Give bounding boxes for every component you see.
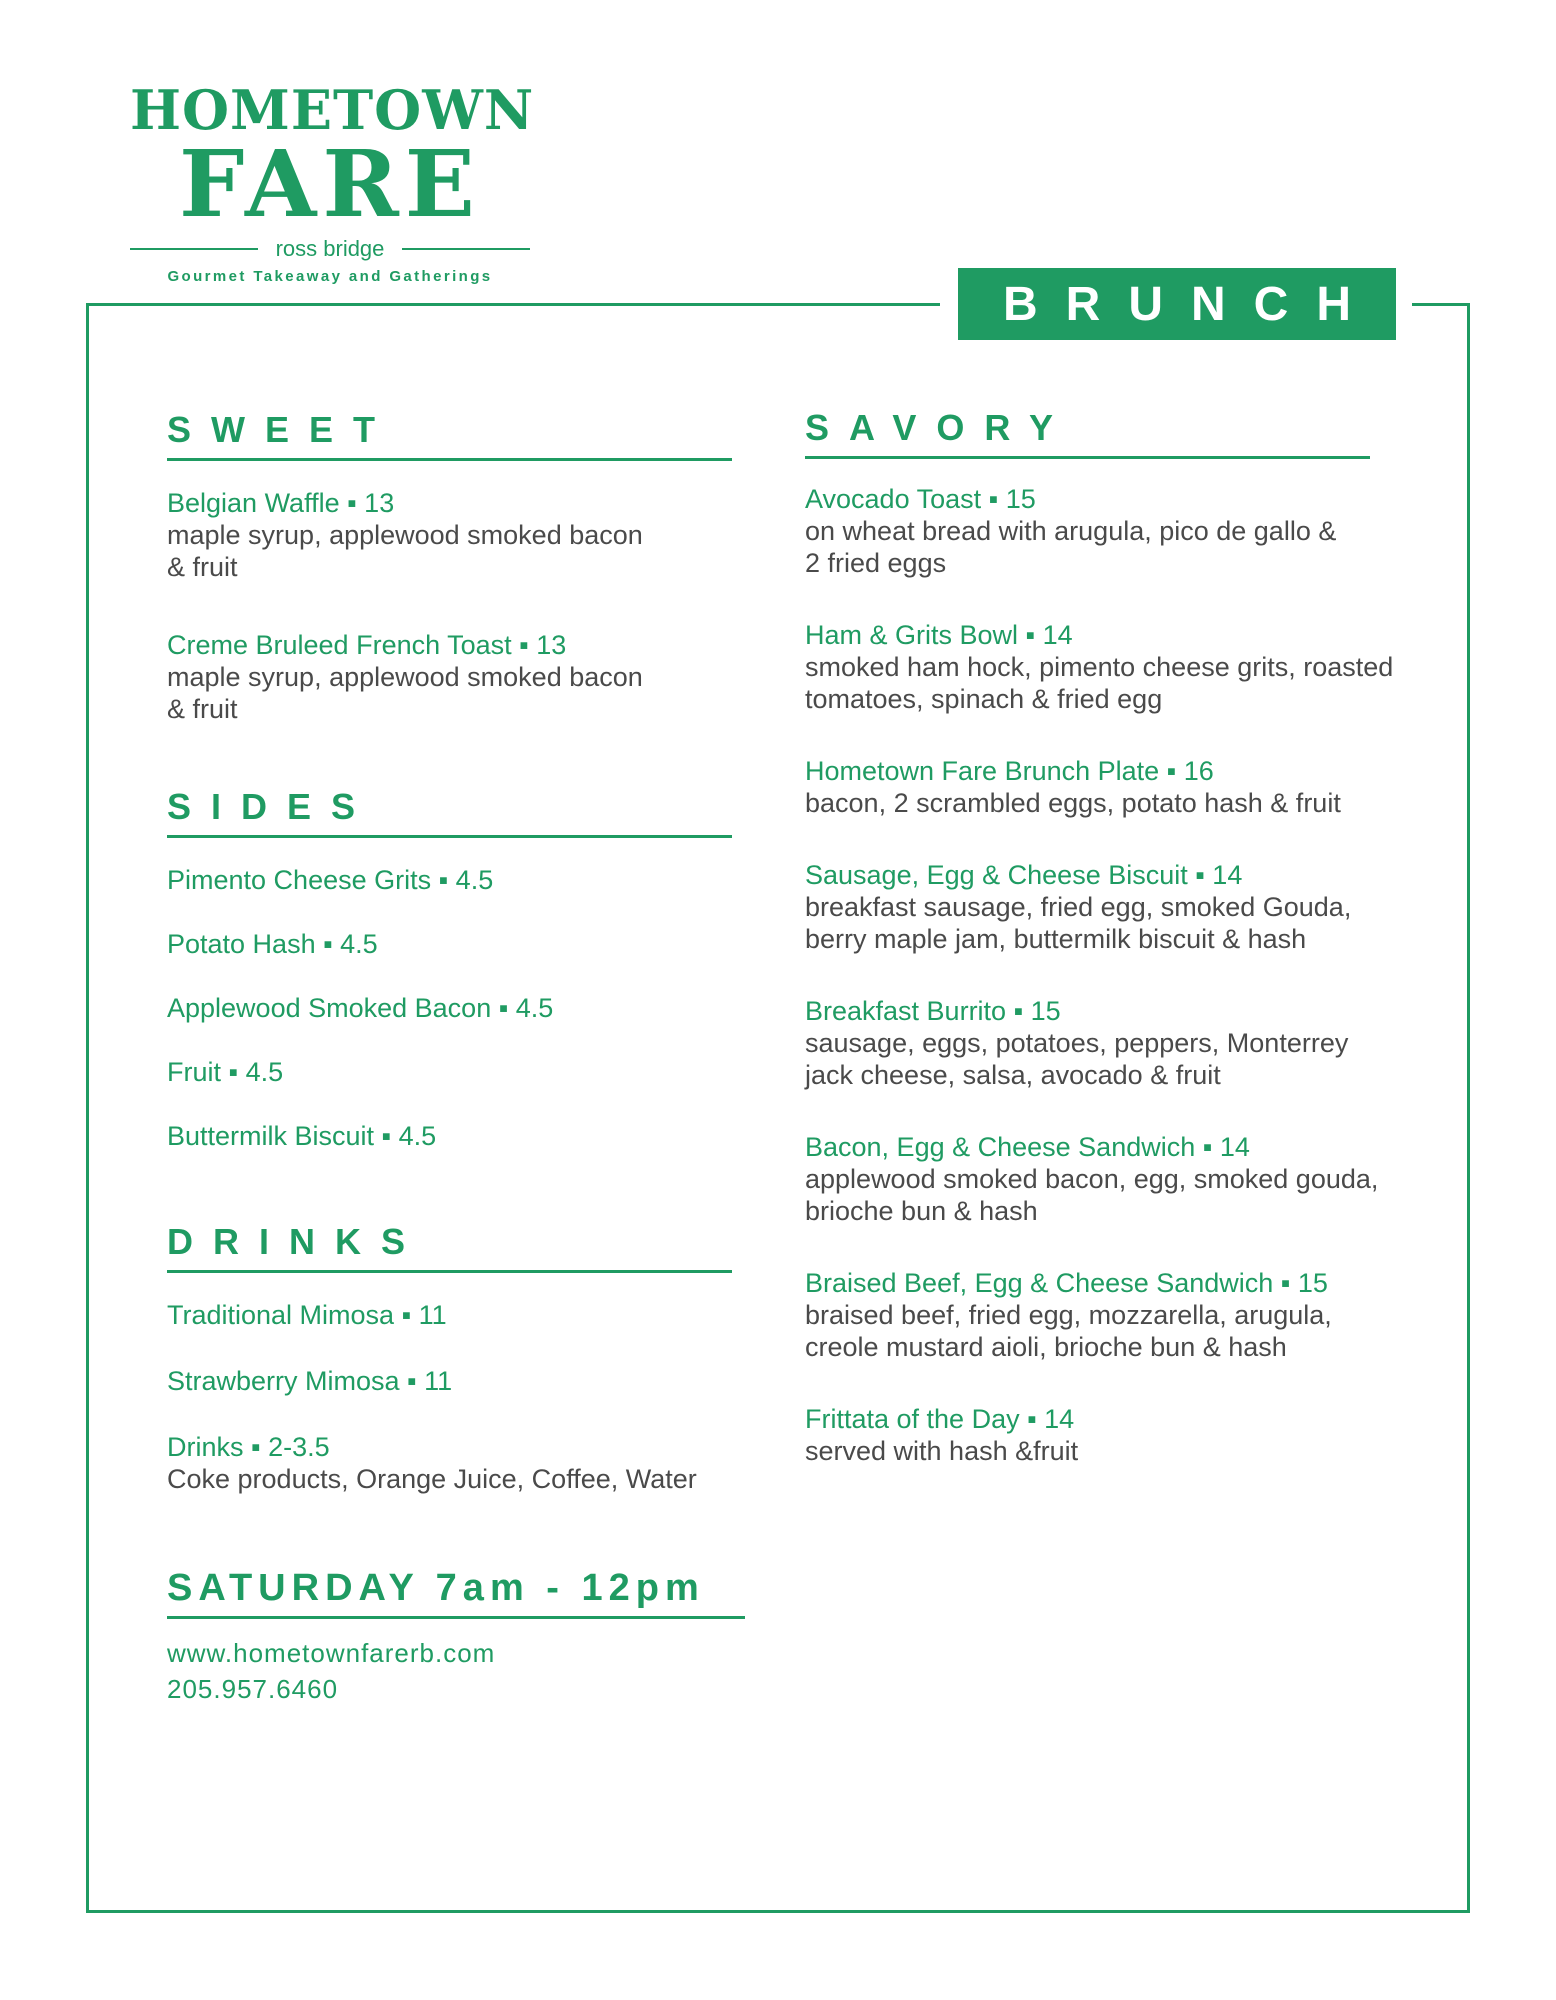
item-title: Belgian Waffle ▪ 13 <box>167 488 395 518</box>
item-description: sausage, eggs, potatoes, peppers, Monterrey <box>805 1028 1349 1058</box>
item-description: breakfast sausage, fried egg, smoked Gouda, <box>805 892 1352 922</box>
logo-rule-left <box>130 248 258 250</box>
item-description: & fruit <box>167 552 238 582</box>
list-item: Strawberry Mimosa ▪ 11 <box>167 1366 453 1396</box>
item-description: maple syrup, applewood smoked bacon <box>167 520 643 550</box>
left-column <box>167 410 732 1707</box>
frame-gap <box>1396 300 1412 308</box>
item-description: tomatoes, spinach & fried egg <box>805 684 1163 714</box>
item-description: served with hash &fruit <box>805 1436 1079 1466</box>
logo-location: ross bridge <box>275 236 385 261</box>
logo-hometown: HOMETOWN <box>130 78 535 142</box>
item-description: applewood smoked bacon, egg, smoked gouda, <box>805 1164 1379 1194</box>
list-item: Applewood Smoked Bacon ▪ 4.5 <box>167 993 554 1023</box>
item-description: jack cheese, salsa, avocado & fruit <box>805 1060 1221 1090</box>
item-description: Coke products, Orange Juice, Coffee, Water <box>167 1464 697 1494</box>
item-title: Ham & Grits Bowl ▪ 14 <box>805 620 1073 650</box>
item-description: on wheat bread with arugula, pico de gallo & <box>805 516 1337 546</box>
item-description: creole mustard aioli, brioche bun & hash <box>805 1332 1287 1362</box>
item-title: Hometown Fare Brunch Plate ▪ 16 <box>805 756 1214 786</box>
item-description: smoked ham hock, pimento cheese grits, roasted <box>805 652 1394 682</box>
phone-number: 205.957.6460 <box>167 1674 339 1704</box>
website-link[interactable]: www.hometownfarerb.com <box>167 1638 496 1668</box>
item-description: bacon, 2 scrambled eggs, potato hash & fruit <box>805 788 1341 818</box>
menu-item <box>805 619 1435 715</box>
menu-item <box>805 755 1435 819</box>
logo-rule-right <box>402 248 530 250</box>
menu-item <box>805 995 1435 1091</box>
frame-gap <box>940 300 958 308</box>
list-item: Fruit ▪ 4.5 <box>167 1057 284 1087</box>
menu-item <box>805 483 1435 579</box>
item-title: Bacon, Egg & Cheese Sandwich ▪ 14 <box>805 1132 1250 1162</box>
list-item: Traditional Mimosa ▪ 11 <box>167 1300 447 1330</box>
right-column <box>805 408 1435 1467</box>
logo <box>130 78 535 285</box>
list-item: Pimento Cheese Grits ▪ 4.5 <box>167 865 494 895</box>
section-heading-sides: SIDES <box>167 787 732 838</box>
list-item: Drinks ▪ 2-3.5 <box>167 1432 330 1462</box>
list-item: Buttermilk Biscuit ▪ 4.5 <box>167 1121 437 1151</box>
menu-item <box>167 487 732 583</box>
item-title: Sausage, Egg & Cheese Biscuit ▪ 14 <box>805 860 1243 890</box>
menu-item <box>805 1403 1435 1467</box>
section-heading-drinks: DRINKS <box>167 1222 732 1273</box>
item-description: brioche bun & hash <box>805 1196 1038 1226</box>
logo-tagline: Gourmet Takeaway and Gatherings <box>167 268 493 285</box>
item-title: Breakfast Burrito ▪ 15 <box>805 996 1061 1026</box>
item-description: maple syrup, applewood smoked bacon <box>167 662 643 692</box>
section-heading-sweet: SWEET <box>167 410 732 461</box>
drinks-list <box>167 1299 732 1495</box>
item-title: Creme Bruleed French Toast ▪ 13 <box>167 630 567 660</box>
menu-item <box>805 1131 1435 1227</box>
item-description: braised beef, fried egg, mozzarella, arugula, <box>805 1300 1332 1330</box>
section-heading-savory: SAVORY <box>805 408 1370 459</box>
item-description: berry maple jam, buttermilk biscuit & hash <box>805 924 1307 954</box>
hours-heading: SATURDAY 7am - 12pm <box>167 1567 745 1619</box>
menu-item <box>167 629 732 725</box>
item-description: & fruit <box>167 694 238 724</box>
menu-item <box>805 859 1435 955</box>
logo-location-row <box>130 236 530 262</box>
contact-block <box>167 1635 732 1707</box>
logo-fare: FARE <box>179 130 481 238</box>
list-item: Potato Hash ▪ 4.5 <box>167 929 378 959</box>
item-title: Braised Beef, Egg & Cheese Sandwich ▪ 15 <box>805 1268 1328 1298</box>
item-title: Avocado Toast ▪ 15 <box>805 484 1036 514</box>
sides-list <box>167 864 732 1152</box>
menu-title-banner: BRUNCH <box>958 268 1396 340</box>
item-title: Frittata of the Day ▪ 14 <box>805 1404 1075 1434</box>
item-description: 2 fried eggs <box>805 548 947 578</box>
menu-item <box>805 1267 1435 1363</box>
